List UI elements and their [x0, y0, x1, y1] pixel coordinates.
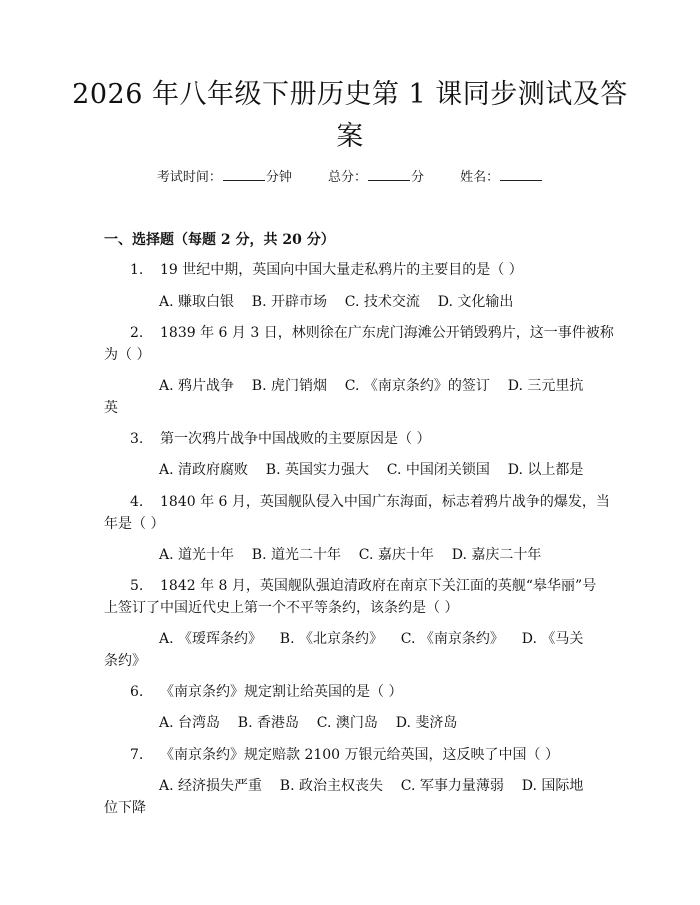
question-2-cont: 为（ ）	[104, 347, 151, 363]
question-3: 3. 第一次鸦片战争中国战败的主要原因是（ ）	[130, 431, 431, 447]
question-7: 7. 《南京条约》规定赔款 2100 万银元给英国，这反映了中国（ ）	[130, 747, 559, 763]
question-1-options: A. 赚取白银 B. 开辟市场 C. 技术交流 D. 文化输出	[159, 294, 514, 310]
question-2-options: A. 鸦片战争 B. 虎门销烟 C. 《南京条约》的签订 D. 三元里抗	[159, 378, 584, 394]
title-line-2: 案	[336, 121, 364, 152]
question-2-options-cont: 英	[104, 400, 118, 416]
name-blank	[500, 168, 542, 181]
section-heading: 一、选择题（每题 2 分，共 20 分）	[104, 232, 335, 248]
name-field: 姓名：	[460, 170, 543, 185]
title-line-1: 2026 年八年级下册历史第 1 课同步测试及答	[72, 79, 628, 110]
question-7-options-cont: 位下降	[104, 800, 146, 816]
question-5-options-cont: 条约》	[104, 653, 146, 669]
exam-time-field: 考试时间： 分钟	[156, 170, 292, 185]
question-1: 1. 19 世纪中期，英国向中国大量走私鸦片的主要目的是（ ）	[130, 262, 523, 278]
question-6: 6. 《南京条约》规定割让给英国的是（ ）	[130, 684, 403, 700]
question-4-cont: 年是（ ）	[104, 516, 165, 532]
document-title	[60, 74, 640, 158]
question-4-options: A. 道光十年 B. 道光二十年 C. 嘉庆十年 D. 嘉庆二十年	[159, 547, 542, 563]
total-score-blank	[368, 168, 410, 181]
total-score-field: 总分： 分	[327, 170, 425, 185]
question-5-options: A. 《瑷珲条约》 B. 《北京条约》 C. 《南京条约》 D. 《马关	[159, 631, 584, 647]
question-3-options: A. 清政府腐败 B. 英国实力强大 C. 中国闭关锁国 D. 以上都是	[159, 462, 584, 478]
exam-time-blank	[223, 168, 265, 181]
exam-info-line	[0, 168, 700, 188]
question-2: 2. 1839 年 6 月 3 日，林则徐在广东虎门海滩公开销毁鸦片，这一事件被称	[130, 325, 614, 341]
question-4: 4. 1840 年 6 月，英国舰队侵入中国广东海面，标志着鸦片战争的爆发，当	[130, 494, 610, 510]
question-5: 5. 1842 年 8 月，英国舰队强迫清政府在南京下关江面的英舰“皋华丽”号	[130, 578, 597, 594]
question-7-options: A. 经济损失严重 B. 政治主权丧失 C. 军事力量薄弱 D. 国际地	[159, 778, 584, 794]
question-5-cont: 上签订了中国近代史上第一个不平等条约，该条约是（ ）	[104, 600, 459, 616]
question-6-options: A. 台湾岛 B. 香港岛 C. 澳门岛 D. 斐济岛	[159, 715, 458, 731]
